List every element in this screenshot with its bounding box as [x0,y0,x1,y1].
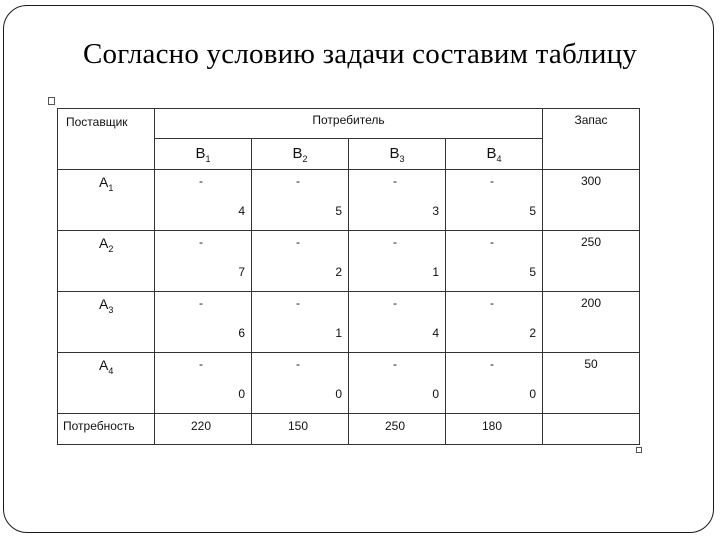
table-row [58,231,640,292]
stock-cell: 50 [543,353,640,414]
cost-cell: - 5 [252,170,349,231]
stock-cell: 200 [543,292,640,353]
table-row [58,170,640,231]
stock-cell: 300 [543,170,640,231]
slide-title: Согласно условию задачи составим таблицу [83,38,637,70]
demand-label-cell [58,414,155,445]
cost-cell: - 2 [252,231,349,292]
supplier-a1: $A_1$ [58,170,155,231]
cost-cell: - 4 [349,292,446,353]
consumer-b1: $B_1$ [155,139,252,170]
anchor-mark [48,97,55,105]
demand-cell: 220 [155,414,252,445]
cost-cell: - 5 [446,231,543,292]
demand-cell: 250 [349,414,446,445]
cost-cell: - 6 [155,292,252,353]
cost-cell: - 7 [155,231,252,292]
consumer-header: Потребитель [312,113,385,127]
table-row [58,353,640,414]
consumer-b3: $B_3$ [349,139,446,170]
cost-cell: - 1 [349,231,446,292]
transport-table [57,108,640,445]
cost-cell: - 0 [155,353,252,414]
consumer-b4: $B_4$ [446,139,543,170]
stock-header: Запас [574,113,608,127]
demand-label: Потребность [63,419,135,433]
cost-cell: - 0 [252,353,349,414]
cost-cell: - 2 [446,292,543,353]
demand-empty-cell [543,414,640,445]
consumer-header-cell [155,109,543,139]
demand-cell: 150 [252,414,349,445]
stock-header-cell [543,109,640,170]
table-end-mark [636,447,642,453]
cost-cell: - 0 [446,353,543,414]
supplier-a2: $A_2$ [58,231,155,292]
cost-cell: - 1 [252,292,349,353]
stock-cell: 250 [543,231,640,292]
supplier-header: Поставщик [66,115,128,129]
header-row [58,109,640,139]
table-row [58,292,640,353]
demand-cell: 180 [446,414,543,445]
cost-cell: - 5 [446,170,543,231]
supplier-a3: $A_3$ [58,292,155,353]
cost-cell: - 3 [349,170,446,231]
supplier-header-cell [58,109,155,170]
consumer-b2: $B_2$ [252,139,349,170]
cost-cell: - 0 [349,353,446,414]
cost-cell: - 4 [155,170,252,231]
supplier-a4: $A_4$ [58,353,155,414]
demand-row [58,414,640,445]
